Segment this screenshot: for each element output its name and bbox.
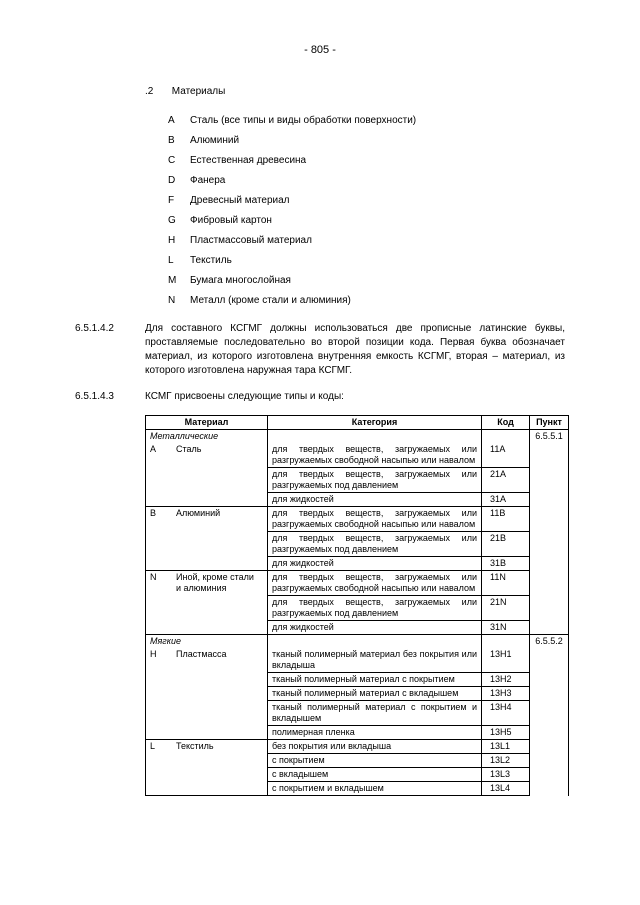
point-cell: 6.5.5.1: [530, 430, 569, 635]
page-number: - 805 -: [304, 44, 336, 56]
material-code: C: [168, 155, 176, 166]
material-item: [168, 154, 416, 174]
code-cell: 13L4: [482, 782, 530, 796]
material-item: [168, 274, 416, 294]
material-item: [168, 134, 416, 154]
material-name: Текстиль: [190, 255, 232, 266]
material-code: A: [168, 115, 175, 126]
material-code: H: [150, 649, 157, 659]
point-cell: 6.5.5.2: [530, 635, 569, 796]
table-row: [146, 571, 569, 596]
table-row: [146, 648, 569, 673]
category-cell: для твердых веществ, загружаемых или разгружаемых под давлением: [268, 532, 482, 557]
material-item: [168, 254, 416, 274]
material-name: Древесный материал: [190, 195, 290, 206]
header-material: Материал: [146, 416, 268, 430]
paragraph-text: Для составного КСГМГ должны использоваться две прописные латинские буквы, проставляемые последовательно во второй позиции кода. Первая буква обозначает материал, из которого изготовлена внутренняя емкость КСГМГ, вторая – материал, из которого изготовлена наружная тара КСГМГ.: [145, 323, 565, 376]
ibc-codes-table: [145, 415, 569, 796]
material-item: [168, 294, 416, 314]
table-row: [146, 635, 569, 649]
category-cell: тканый полимерный материал с вкладышем: [268, 687, 482, 701]
material-cell: [146, 571, 268, 635]
material-item: [168, 194, 416, 214]
code-cell: 13L2: [482, 754, 530, 768]
category-cell: для твердых веществ, загружаемых или разгружаемых свободной насыпью или навалом: [268, 507, 482, 532]
material-item: [168, 214, 416, 234]
table-header-row: [146, 416, 569, 430]
material-code: M: [168, 275, 177, 286]
material-name: Алюминий: [190, 135, 240, 146]
code-cell: 13H1: [482, 648, 530, 673]
material-name: Фибровый картон: [190, 215, 272, 226]
material-cell: [146, 443, 268, 507]
code-cell: 11A: [482, 443, 530, 468]
table-row: [146, 740, 569, 754]
material-code: B: [150, 508, 157, 518]
category-cell: тканый полимерный материал с покрытием: [268, 673, 482, 687]
category-cell: с покрытием: [268, 754, 482, 768]
header-point: Пункт: [530, 416, 569, 430]
category-cell: для жидкостей: [268, 557, 482, 571]
material-code: L: [168, 255, 174, 266]
code-cell: 31B: [482, 557, 530, 571]
material-name: Пластмассовый материал: [190, 235, 312, 246]
category-cell: для жидкостей: [268, 493, 482, 507]
materials-list: [168, 114, 416, 314]
code-cell: 11N: [482, 571, 530, 596]
material-cell: [146, 507, 268, 571]
material-name: Пластмасса: [176, 649, 227, 659]
category-cell: тканый полимерный материал без покрытия или вкладыша: [268, 648, 482, 673]
header-category: Категория: [268, 416, 482, 430]
material-item: [168, 174, 416, 194]
material-name: Металл (кроме стали и алюминия): [190, 295, 351, 306]
code-cell: 11B: [482, 507, 530, 532]
code-cell: 21B: [482, 532, 530, 557]
paragraph-number: 6.5.1.4.2: [75, 323, 114, 334]
table-row: [146, 430, 569, 444]
material-code: N: [168, 295, 176, 306]
category-cell: тканый полимерный материал с покрытием и вкладышем: [268, 701, 482, 726]
category-cell: без покрытия или вкладыша: [268, 740, 482, 754]
material-cell: [146, 648, 268, 740]
material-code: N: [150, 572, 157, 582]
category-cell: полимерная пленка: [268, 726, 482, 740]
category-cell: для твердых веществ, загружаемых или разгружаемых под давлением: [268, 468, 482, 493]
group-label: Металлические: [146, 430, 268, 444]
category-cell: для твердых веществ, загружаемых или разгружаемых свободной насыпью или навалом: [268, 571, 482, 596]
material-code: A: [150, 444, 157, 454]
code-cell: 13L3: [482, 768, 530, 782]
category-cell: с вкладышем: [268, 768, 482, 782]
group-label: Мягкие: [146, 635, 268, 649]
table-row: [146, 507, 569, 532]
material-code: B: [168, 135, 175, 146]
material-name: Естественная древесина: [190, 155, 307, 166]
code-cell: 21A: [482, 468, 530, 493]
material-name: Фанера: [190, 175, 226, 186]
material-code: L: [150, 741, 156, 751]
section-title: Материалы: [171, 86, 226, 97]
paragraph-text: КСМГ присвоены следующие типы и коды:: [145, 391, 344, 402]
material-code: F: [168, 195, 175, 206]
code-cell: 13H4: [482, 701, 530, 726]
material-code: G: [168, 215, 176, 226]
material-name: Сталь: [176, 444, 202, 454]
code-cell: 13L1: [482, 740, 530, 754]
material-name: Бумага многослойная: [190, 275, 291, 286]
code-cell: 13H2: [482, 673, 530, 687]
code-cell: 13H5: [482, 726, 530, 740]
material-code: H: [168, 235, 176, 246]
paragraph-number: 6.5.1.4.3: [75, 391, 114, 402]
category-cell: для жидкостей: [268, 621, 482, 635]
category-cell: с покрытием и вкладышем: [268, 782, 482, 796]
category-cell: для твердых веществ, загружаемых или разгружаемых под давлением: [268, 596, 482, 621]
material-name: Иной, кроме стали и алюминия: [176, 572, 254, 593]
material-name: Алюминий: [176, 508, 221, 518]
section-number: .2: [145, 86, 154, 97]
material-item: [168, 114, 416, 134]
code-cell: 21N: [482, 596, 530, 621]
code-cell: 31N: [482, 621, 530, 635]
material-cell: [146, 740, 268, 796]
code-cell: 13H3: [482, 687, 530, 701]
material-code: D: [168, 175, 176, 186]
code-cell: 31A: [482, 493, 530, 507]
category-cell: для твердых веществ, загружаемых или разгружаемых свободной насыпью или навалом: [268, 443, 482, 468]
material-name: Сталь (все типы и виды обработки поверхности): [190, 115, 417, 126]
section-heading: [145, 86, 225, 97]
material-name: Текстиль: [176, 741, 214, 751]
table-row: [146, 443, 569, 468]
header-code: Код: [482, 416, 530, 430]
material-item: [168, 234, 416, 254]
